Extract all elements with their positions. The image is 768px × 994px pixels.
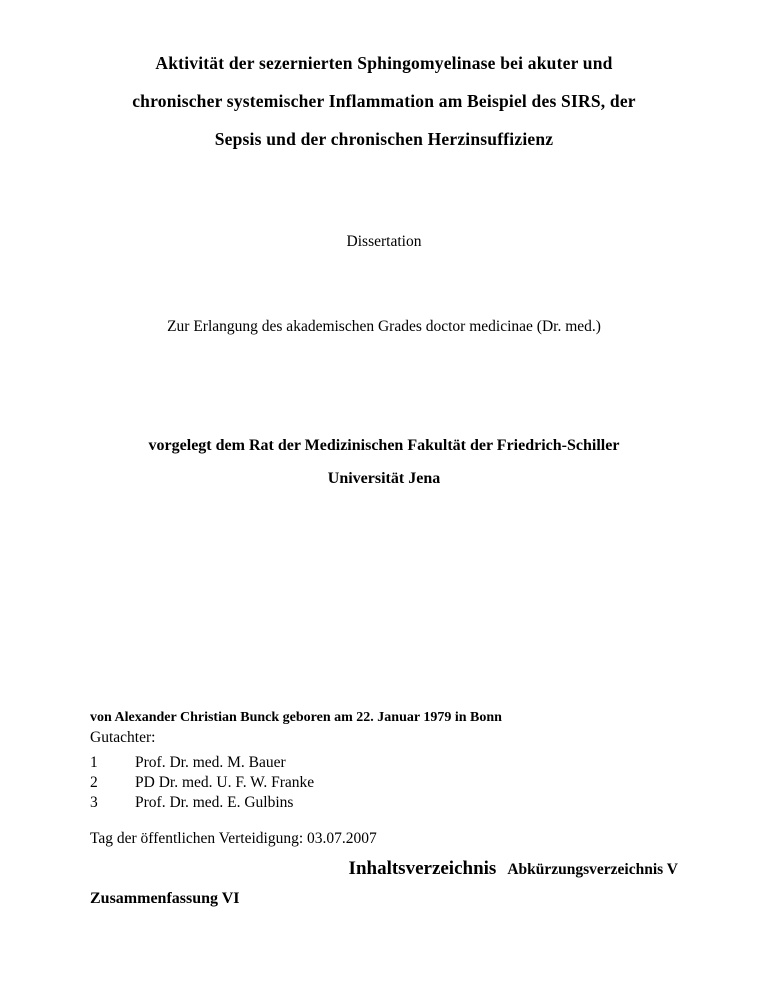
submission-statement (90, 429, 678, 495)
reviewer-number: 3 (90, 794, 98, 811)
document-type-label: Dissertation (346, 233, 422, 250)
degree-statement: Zur Erlangung des akademischen Grades doctor medicinae (Dr. med.) (167, 318, 601, 335)
toc-entry-zusammenfassung: Zusammenfassung VI (90, 890, 240, 907)
submission-line-2: Universität Jena (327, 470, 441, 487)
page-title (90, 44, 678, 158)
reviewer-row (90, 753, 678, 773)
reviewers-list (90, 753, 678, 813)
author-statement: von Alexander Christian Bunck geboren am 22. Januar 1979 in Bonn (90, 710, 502, 725)
reviewer-number: 1 (90, 754, 98, 771)
reviewer-name: Prof. Dr. med. E. Gulbins (135, 794, 294, 811)
reviewers-label: Gutachter: (90, 729, 156, 746)
title-line-3: Sepsis und der chronischen Herzinsuffizienz (214, 129, 554, 149)
reviewer-number: 2 (90, 774, 98, 791)
reviewer-row (90, 773, 678, 793)
title-line-1: Aktivität der sezernierten Sphingomyelinase bei akuter und (155, 53, 613, 73)
reviewer-row (90, 793, 678, 813)
reviewer-name: Prof. Dr. med. M. Bauer (135, 754, 286, 771)
title-line-2: chronischer systemischer Inflammation am Beispiel des SIRS, der (132, 91, 636, 111)
toc-entry-abkuerzungsverzeichnis: Abkürzungsverzeichnis V (507, 861, 678, 878)
submission-line-1: vorgelegt dem Rat der Medizinischen Fakultät der Friedrich-Schiller (148, 437, 620, 454)
reviewer-name: PD Dr. med. U. F. W. Franke (135, 774, 315, 791)
defense-date-line: Tag der öffentlichen Verteidigung: 03.07.2007 (90, 830, 377, 847)
toc-heading: Inhaltsverzeichnis (348, 858, 497, 879)
toc-heading-line (90, 856, 678, 883)
